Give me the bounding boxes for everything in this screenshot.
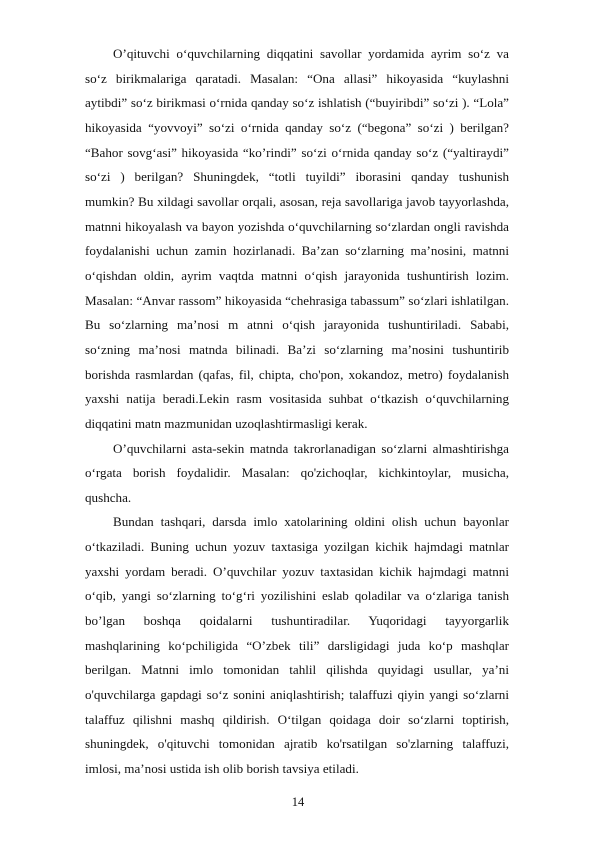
- page-number: 14: [291, 795, 305, 809]
- paragraph-2: O’quvchilarni asta-sekin matnda takrorlanadigan so‘zlarni almashtirishga o‘rgata borish foydalidir. Masalan: qo'zichoqlar, kichkintoylar, musicha, qushcha.: [85, 440, 509, 505]
- paragraph-3: Bundan tashqari, darsda imlo xatolarining oldini olish uchun bayonlar o‘tkaziladi. Buning uchun yozuv taxtasiga yozilgan kichik hajmdagi matnlar yaxshi yordam beradi. O’quvchilar yozuv taxtasidan kichik hajmdagi matnni o‘qib, yangi so‘zlarning to‘g‘ri yozilishini eslab qoladilar va o‘zlariga tanish bo’lgan boshqa qoidalarni tushuntiradilar. Yuqoridagi tayyorgarlik mashqlarining ko‘pchiligida “O’zbek tili” darsligidagi juda ko‘p mashqlar berilgan. Matnni imlo tomonidan tahlil qilishda quyidagi usullar, ya’ni o'quvchilarga gapdagi so‘z sonini aniqlashtirish; talaffuzi qiyin yangi so‘zlarni talaffuz qilishni mashq qildirish. O‘tilgan qoidaga doir so‘zlarni toptirish, shuningdek, o'qituvchi tomonidan ajratib ko'rsatilgan so'zlarning talaffuzi, imlosi, ma’nosi ustida ish olib borish tavsiya etiladi.: [85, 514, 509, 777]
- body-text: [85, 42, 509, 782]
- paragraph-1: O’qituvchi o‘quvchilarning diqqatini savollar yordamida ayrim so‘z va so‘z birikmalariga qaratadi. Masalan: “Ona allasi” hikoyasida “kuylashni aytibdi” so‘z birikmasi o‘rnida qanday so‘z ishlatish (“buyiribdi” so‘zi ). “Lola” hikoyasida “yovvoyi” so‘zi o‘rnida qanday so‘z (“begona” so‘zi ) berilgan? “Bahor sovg‘asi” hikoyasida “ko’rindi” so‘zi o‘rnida qanday so‘z (“yaltiraydi” so‘zi ) berilgan? Shuningdek, “totli tuyildi” iborasini qanday tushunish mumkin? Bu xildagi savollar orqali, asosan, reja savollariga javob tayyorlashda, matnni hikoyalash va bayon yozishda o‘quvchilarning so‘zlardan ongli ravishda foydalanishi uchun zamin hozirlanadi. Ba’zan so‘zlarning ma’nosini, matnni o‘qishdan oldin, ayrim vaqtda matnni o‘qish jarayonida tushuntirish lozim. Masalan: “Anvar rassom” hikoyasida “chehrasiga tabassum” so‘zlari ishlatilgan. Bu so‘zlarning ma’nosi m atnni o‘qish jarayonida tushuntiriladi. Sababi, so‘zning ma’nosi matnda bilinadi. Ba’zi so‘zlarning ma’nosini tushuntirib borishda rasmlardan (qafas, fil, chipta, cho'pon, xokandoz, metro) foydalanish yaxshi natija beradi.Lekin rasm vositasida suhbat o‘tkazish o‘quvchilarning diqqatini matn mazmunidan uzoqlashtirmasligi kerak.: [85, 46, 509, 431]
